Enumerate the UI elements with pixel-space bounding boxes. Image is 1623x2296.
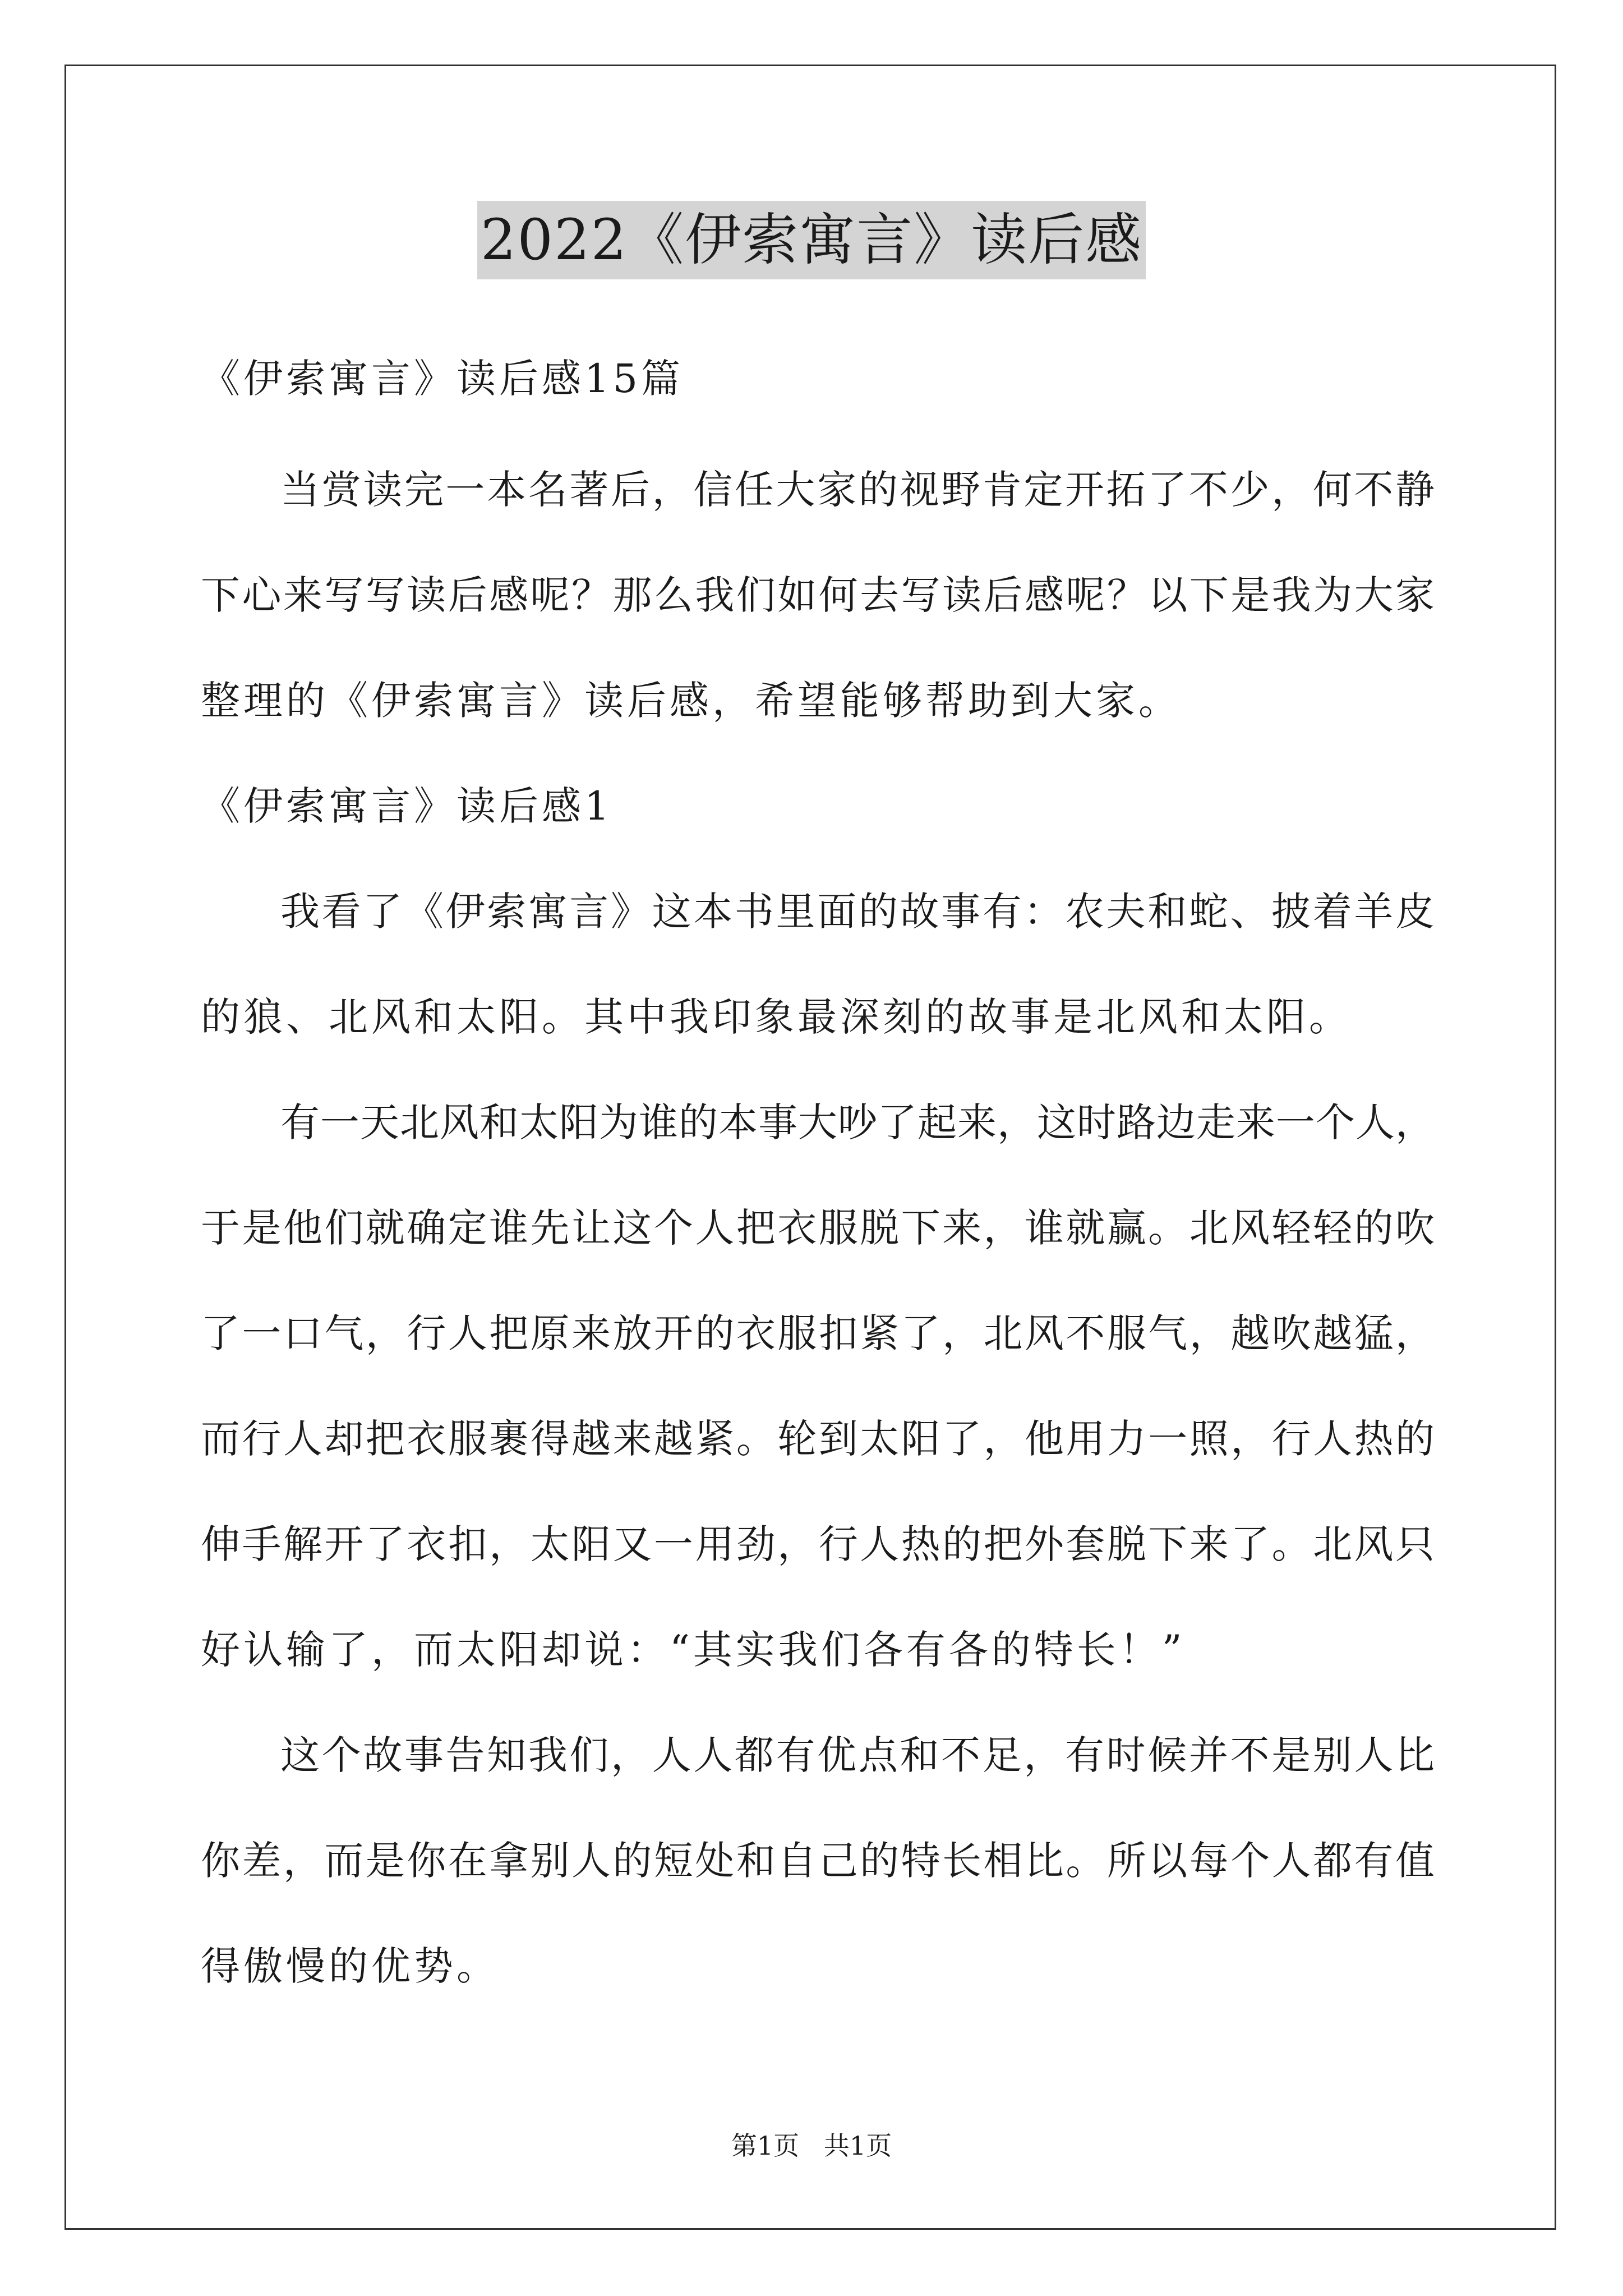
document-title: 2022《伊索寓言》读后感 [477, 201, 1146, 279]
paragraph-line: 我看了《伊索寓言》这本书里面的故事有：农夫和蛇、披着羊皮 [280, 889, 1435, 935]
paragraph-line: 而行人却把衣服裹得越来越紧。轮到太阳了，他用力一照，行人热的 [201, 1416, 1435, 1462]
page-footer: 第1页 共1页 [731, 2131, 892, 2161]
paragraph-line: 下心来写写读后感呢？那么我们如何去写读后感呢？以下是我为大家 [201, 572, 1435, 618]
paragraph-line: 的狼、北风和太阳。其中我印象最深刻的故事是北风和太阳。 [201, 994, 1352, 1040]
paragraph-line: 于是他们就确定谁先让这个人把衣服脱下来，谁就赢。北风轻轻的吹 [201, 1205, 1435, 1251]
paragraph-line: 伸手解开了衣扣，太阳又一用劲，行人热的把外套脱下来了。北风只 [201, 1521, 1435, 1567]
section-heading: 《伊索寓言》读后感1 [201, 783, 613, 829]
paragraph-line: 这个故事告知我们，人人都有优点和不足，有时候并不是别人比 [280, 1732, 1435, 1778]
subtitle-heading: 《伊索寓言》读后感15篇 [201, 356, 684, 402]
paragraph-line: 得傲慢的优势。 [201, 1943, 499, 1989]
paragraph-line: 你差，而是你在拿别人的短处和自己的特长相比。所以每个人都有值 [201, 1838, 1435, 1884]
paragraph-line: 好认输了，而太阳却说：“其实我们各有各的特长！” [201, 1627, 1186, 1673]
paragraph-line: 有一天北风和太阳为谁的本事大吵了起来，这时路边走来一个人， [280, 1099, 1435, 1145]
title-container [0, 201, 1623, 279]
paragraph-line: 了一口气，行人把原来放开的衣服扣紧了，北风不服气，越吹越猛， [201, 1310, 1435, 1356]
paragraph-line: 整理的《伊索寓言》读后感，希望能够帮助到大家。 [201, 678, 1181, 724]
paragraph-line: 当赏读完一本名著后，信任大家的视野肯定开拓了不少，何不静 [280, 467, 1435, 513]
